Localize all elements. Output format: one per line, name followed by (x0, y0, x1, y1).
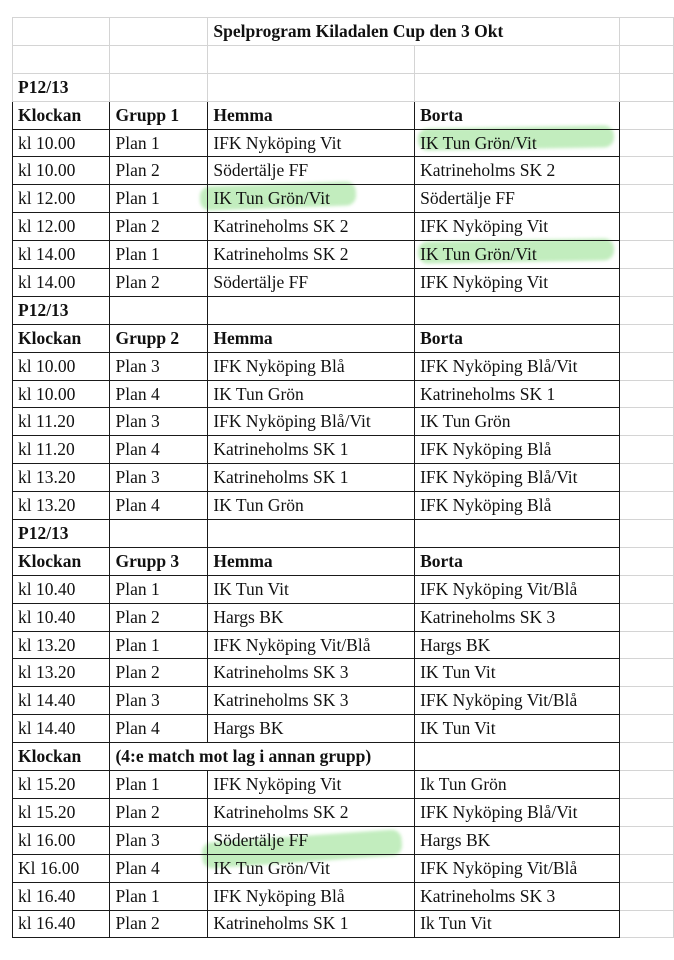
section-row (13, 296, 674, 324)
empty-cell[interactable] (208, 45, 415, 73)
match-field[interactable]: Plan 4 (110, 380, 208, 408)
match-field[interactable]: Plan 1 (110, 771, 208, 799)
home-team[interactable]: Katrineholms SK 1 (208, 910, 415, 938)
column-header-group[interactable]: Grupp 1 (110, 101, 208, 129)
empty-cell[interactable] (415, 520, 620, 548)
home-team[interactable]: IK Tun Grön (208, 380, 415, 408)
column-header-away[interactable]: Borta (415, 324, 620, 352)
title-row (13, 18, 674, 46)
match-time[interactable]: kl 15.20 (13, 798, 110, 826)
match-row (13, 185, 674, 213)
match-row (13, 269, 674, 297)
away-team[interactable]: IK Tun Grön (415, 408, 620, 436)
empty-cell[interactable] (110, 520, 208, 548)
empty-row (13, 45, 674, 73)
match-time[interactable]: Kl 16.00 (13, 854, 110, 882)
empty-cell[interactable] (619, 129, 673, 157)
match-field[interactable]: Plan 3 (110, 352, 208, 380)
empty-cell[interactable] (110, 18, 208, 46)
match-row (13, 575, 674, 603)
match-field[interactable]: Plan 2 (110, 157, 208, 185)
away-team[interactable]: IFK Nyköping Blå/Vit (415, 352, 620, 380)
match-row (13, 603, 674, 631)
empty-cell[interactable] (619, 771, 673, 799)
match-time[interactable]: kl 16.40 (13, 882, 110, 910)
away-team[interactable]: IK Tun Vit (415, 659, 620, 687)
away-team[interactable]: Hargs BK (415, 631, 620, 659)
match-row (13, 659, 674, 687)
empty-cell[interactable] (619, 882, 673, 910)
match-time[interactable]: kl 10.00 (13, 380, 110, 408)
away-team[interactable]: Ik Tun Grön (415, 771, 620, 799)
match-time[interactable]: kl 12.00 (13, 185, 110, 213)
home-team[interactable]: Katrineholms SK 1 (208, 464, 415, 492)
match-field[interactable]: Plan 2 (110, 910, 208, 938)
empty-cell[interactable] (619, 157, 673, 185)
column-header-time[interactable]: Klockan (13, 547, 110, 575)
away-team[interactable]: IFK Nyköping Vit/Blå (415, 575, 620, 603)
home-team[interactable]: IK Tun Grön (208, 492, 415, 520)
empty-cell[interactable] (619, 715, 673, 743)
match-field[interactable]: Plan 1 (110, 129, 208, 157)
empty-cell[interactable] (619, 185, 673, 213)
match-time[interactable]: kl 10.00 (13, 129, 110, 157)
home-team[interactable]: IFK Nyköping Blå (208, 352, 415, 380)
match-row (13, 213, 674, 241)
away-team[interactable]: IFK Nyköping Vit (415, 269, 620, 297)
empty-cell[interactable] (619, 659, 673, 687)
home-team[interactable]: Södertälje FF (208, 157, 415, 185)
match-row (13, 380, 674, 408)
home-team[interactable]: Katrineholms SK 2 (208, 798, 415, 826)
empty-cell[interactable] (619, 854, 673, 882)
empty-cell[interactable] (619, 575, 673, 603)
match-row (13, 241, 674, 269)
match-field[interactable]: Plan 2 (110, 659, 208, 687)
match-time[interactable]: kl 10.00 (13, 157, 110, 185)
empty-cell[interactable] (619, 547, 673, 575)
empty-cell[interactable] (619, 687, 673, 715)
home-team[interactable]: Katrineholms SK 1 (208, 436, 415, 464)
away-team[interactable]: Katrineholms SK 2 (415, 157, 620, 185)
empty-cell[interactable] (619, 269, 673, 297)
header-row (13, 743, 674, 771)
home-team[interactable]: Katrineholms SK 2 (208, 213, 415, 241)
empty-cell[interactable] (208, 520, 415, 548)
match-time[interactable]: kl 14.00 (13, 241, 110, 269)
match-time[interactable]: kl 14.00 (13, 269, 110, 297)
column-header-home[interactable]: Hemma (208, 101, 415, 129)
header-row (13, 101, 674, 129)
empty-cell[interactable] (619, 631, 673, 659)
match-time[interactable]: kl 10.40 (13, 603, 110, 631)
away-team[interactable]: IFK Nyköping Vit/Blå (415, 854, 620, 882)
match-field[interactable]: Plan 2 (110, 603, 208, 631)
home-team[interactable]: Katrineholms SK 3 (208, 659, 415, 687)
match-field[interactable]: Plan 4 (110, 854, 208, 882)
empty-cell[interactable] (619, 380, 673, 408)
empty-cell[interactable] (619, 492, 673, 520)
empty-cell[interactable] (619, 101, 673, 129)
empty-cell[interactable] (619, 520, 673, 548)
match-row (13, 715, 674, 743)
match-time[interactable]: kl 13.20 (13, 492, 110, 520)
home-team[interactable]: Katrineholms SK 2 (208, 241, 415, 269)
match-field[interactable]: Plan 2 (110, 213, 208, 241)
home-team[interactable]: IFK Nyköping Blå (208, 882, 415, 910)
match-time[interactable]: kl 12.00 (13, 213, 110, 241)
match-field[interactable]: Plan 2 (110, 798, 208, 826)
away-team[interactable]: Ik Tun Vit (415, 910, 620, 938)
match-row (13, 854, 674, 882)
match-field[interactable]: Plan 1 (110, 882, 208, 910)
page-title[interactable]: Spelprogram Kiladalen Cup den 3 Okt (208, 18, 620, 46)
empty-cell[interactable] (619, 241, 673, 269)
match-field[interactable]: Plan 4 (110, 436, 208, 464)
away-team[interactable]: Södertälje FF (415, 185, 620, 213)
match-time[interactable]: kl 16.40 (13, 910, 110, 938)
column-header-group[interactable]: Grupp 2 (110, 324, 208, 352)
match-row (13, 352, 674, 380)
empty-cell[interactable] (619, 73, 673, 101)
section-row (13, 73, 674, 101)
home-team[interactable]: IFK Nyköping Vit (208, 129, 415, 157)
match-row (13, 771, 674, 799)
match-row (13, 408, 674, 436)
away-team[interactable]: IK Tun Vit (415, 715, 620, 743)
match-row (13, 631, 674, 659)
empty-cell[interactable] (619, 910, 673, 938)
empty-cell[interactable] (619, 464, 673, 492)
match-field[interactable]: Plan 3 (110, 408, 208, 436)
schedule-table (12, 17, 674, 938)
fourth-match-note[interactable]: (4:e match mot lag i annan grupp) (110, 743, 415, 771)
match-row (13, 464, 674, 492)
match-time[interactable]: kl 15.20 (13, 771, 110, 799)
empty-cell[interactable] (619, 213, 673, 241)
away-team[interactable]: IFK Nyköping Blå/Vit (415, 464, 620, 492)
empty-cell[interactable] (415, 296, 620, 324)
column-header-group[interactable]: Grupp 3 (110, 547, 208, 575)
column-header-away[interactable]: Borta (415, 547, 620, 575)
match-time[interactable]: kl 14.40 (13, 687, 110, 715)
match-row (13, 436, 674, 464)
match-field[interactable]: Plan 1 (110, 185, 208, 213)
match-field[interactable]: Plan 1 (110, 575, 208, 603)
empty-cell[interactable] (110, 73, 208, 101)
match-row (13, 157, 674, 185)
empty-cell[interactable] (13, 18, 110, 46)
away-team[interactable]: IFK Nyköping Blå/Vit (415, 798, 620, 826)
match-row (13, 798, 674, 826)
empty-cell[interactable] (619, 826, 673, 854)
home-team[interactable]: IK Tun Grön/Vit (208, 854, 415, 882)
match-row (13, 687, 674, 715)
header-row (13, 324, 674, 352)
empty-cell[interactable] (619, 603, 673, 631)
empty-cell[interactable] (415, 45, 620, 73)
away-team[interactable]: IFK Nyköping Blå (415, 492, 620, 520)
match-time[interactable]: kl 13.20 (13, 659, 110, 687)
home-team[interactable]: IFK Nyköping Vit/Blå (208, 631, 415, 659)
away-team[interactable]: IK Tun Grön/Vit (415, 241, 620, 269)
home-team[interactable]: Katrineholms SK 3 (208, 687, 415, 715)
empty-cell[interactable] (619, 352, 673, 380)
column-header-time[interactable]: Klockan (13, 743, 110, 771)
match-time[interactable]: kl 16.00 (13, 826, 110, 854)
section-label[interactable]: P12/13 (13, 520, 110, 548)
match-field[interactable]: Plan 4 (110, 715, 208, 743)
match-field[interactable]: Plan 2 (110, 269, 208, 297)
home-team[interactable]: IK Tun Vit (208, 575, 415, 603)
match-row (13, 129, 674, 157)
away-team[interactable]: Katrineholms SK 1 (415, 380, 620, 408)
away-team[interactable]: IFK Nyköping Vit/Blå (415, 687, 620, 715)
match-field[interactable]: Plan 1 (110, 631, 208, 659)
match-field[interactable]: Plan 1 (110, 241, 208, 269)
match-field[interactable]: Plan 3 (110, 464, 208, 492)
empty-cell[interactable] (619, 436, 673, 464)
column-header-home[interactable]: Hemma (208, 547, 415, 575)
away-team[interactable]: Katrineholms SK 3 (415, 882, 620, 910)
empty-cell[interactable] (619, 798, 673, 826)
home-team[interactable]: Södertälje FF (208, 269, 415, 297)
empty-cell[interactable] (619, 296, 673, 324)
column-header-away[interactable]: Borta (415, 101, 620, 129)
home-team[interactable]: IFK Nyköping Blå/Vit (208, 408, 415, 436)
match-time[interactable]: kl 10.40 (13, 575, 110, 603)
empty-cell[interactable] (619, 45, 673, 73)
home-team[interactable]: IFK Nyköping Vit (208, 771, 415, 799)
empty-cell[interactable] (110, 296, 208, 324)
header-row (13, 547, 674, 575)
column-header-home[interactable]: Hemma (208, 324, 415, 352)
match-time[interactable]: kl 13.20 (13, 631, 110, 659)
home-team[interactable]: IK Tun Grön/Vit (208, 185, 415, 213)
match-time[interactable]: kl 13.20 (13, 464, 110, 492)
empty-cell[interactable] (208, 73, 415, 101)
section-label[interactable]: P12/13 (13, 73, 110, 101)
home-team[interactable]: Södertälje FF (208, 826, 415, 854)
home-team[interactable]: Hargs BK (208, 603, 415, 631)
match-field[interactable]: Plan 3 (110, 826, 208, 854)
away-team[interactable]: IFK Nyköping Blå (415, 436, 620, 464)
match-row (13, 492, 674, 520)
match-time[interactable]: kl 11.20 (13, 436, 110, 464)
section-row (13, 520, 674, 548)
away-team[interactable]: Hargs BK (415, 826, 620, 854)
away-team[interactable]: Katrineholms SK 3 (415, 603, 620, 631)
section-label[interactable]: P12/13 (13, 296, 110, 324)
match-row (13, 910, 674, 938)
match-row (13, 882, 674, 910)
match-field[interactable]: Plan 4 (110, 492, 208, 520)
empty-cell[interactable] (619, 743, 673, 771)
empty-cell[interactable] (13, 45, 110, 73)
away-team[interactable]: IFK Nyköping Vit (415, 213, 620, 241)
empty-cell[interactable] (110, 45, 208, 73)
empty-cell[interactable] (415, 73, 620, 101)
away-team[interactable]: IK Tun Grön/Vit (415, 129, 620, 157)
column-header-time[interactable]: Klockan (13, 324, 110, 352)
empty-cell[interactable] (619, 324, 673, 352)
empty-cell[interactable] (619, 18, 673, 46)
empty-cell[interactable] (619, 408, 673, 436)
match-time[interactable]: kl 10.00 (13, 352, 110, 380)
home-team[interactable]: Hargs BK (208, 715, 415, 743)
match-time[interactable]: kl 11.20 (13, 408, 110, 436)
match-row (13, 826, 674, 854)
empty-cell[interactable] (415, 743, 620, 771)
column-header-time[interactable]: Klockan (13, 101, 110, 129)
match-time[interactable]: kl 14.40 (13, 715, 110, 743)
match-field[interactable]: Plan 3 (110, 687, 208, 715)
empty-cell[interactable] (208, 296, 415, 324)
